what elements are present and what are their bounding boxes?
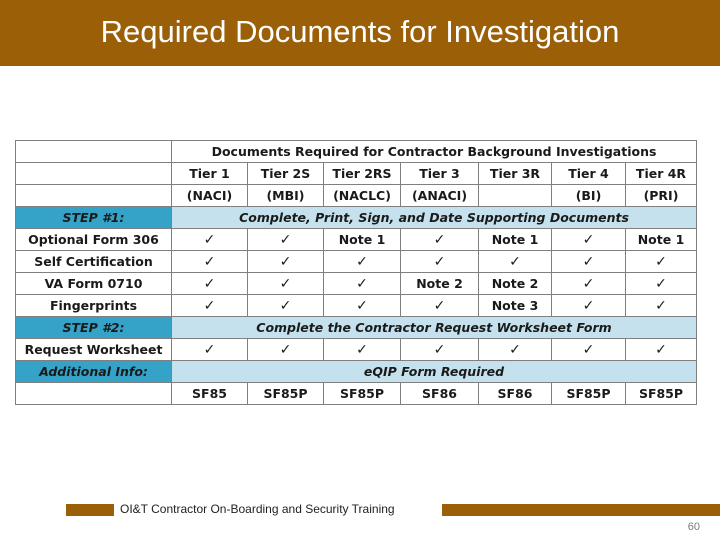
slide-title: Required Documents for Investigation (100, 14, 620, 49)
tier-codes-row (16, 185, 697, 207)
table-cell: ✓ (401, 229, 479, 251)
table-cell: ✓ (552, 339, 626, 361)
form-cell: SF85P (324, 383, 401, 405)
table-cell: ✓ (172, 339, 248, 361)
page-number: 60 (687, 521, 700, 533)
table-cell: ✓ (324, 273, 401, 295)
table-cell: ✓ (479, 339, 552, 361)
table-cell: ✓ (552, 273, 626, 295)
table-cell: ✓ (552, 295, 626, 317)
forms-row (16, 383, 697, 405)
table-cell: ✓ (172, 295, 248, 317)
table-cell: ✓ (626, 295, 697, 317)
step2-label: STEP #2: (16, 317, 172, 339)
row-label: Optional Form 306 (16, 229, 172, 251)
footer-text: OI&T Contractor On-Boarding and Security Training (120, 502, 395, 516)
tier-code: (MBI) (248, 185, 324, 207)
table-row-self-certification (16, 251, 697, 273)
tier-code: (ANACI) (401, 185, 479, 207)
form-cell: SF85P (626, 383, 697, 405)
table-row-request-worksheet (16, 339, 697, 361)
tier-code (479, 185, 552, 207)
form-cell: SF85P (552, 383, 626, 405)
tier-name: Tier 4 (552, 163, 626, 185)
table-cell: Note 1 (626, 229, 697, 251)
step1-text: Complete, Print, Sign, and Date Supporting Documents (172, 207, 697, 229)
table-cell: ✓ (248, 229, 324, 251)
empty-cell (16, 163, 172, 185)
table-cell: ✓ (626, 251, 697, 273)
table-cell: ✓ (248, 339, 324, 361)
tier-code: (NACLC) (324, 185, 401, 207)
tier-code: (PRI) (626, 185, 697, 207)
row-label: Fingerprints (16, 295, 172, 317)
table-cell: ✓ (401, 295, 479, 317)
tier-name: Tier 3 (401, 163, 479, 185)
table-cell: ✓ (248, 273, 324, 295)
table-row-fingerprints (16, 295, 697, 317)
table-cell: ✓ (248, 251, 324, 273)
additional-info-label: Additional Info: (16, 361, 172, 383)
table-cell: ✓ (324, 295, 401, 317)
form-cell: SF86 (401, 383, 479, 405)
table-row-optional-form-306 (16, 229, 697, 251)
tier-name: Tier 2S (248, 163, 324, 185)
table-cell: Note 1 (479, 229, 552, 251)
additional-info-text: eQIP Form Required (172, 361, 697, 383)
table-cell: ✓ (248, 295, 324, 317)
footer-accent-bar-left (66, 504, 114, 516)
empty-cell (16, 383, 172, 405)
table-cell: ✓ (172, 273, 248, 295)
tier-names-row (16, 163, 697, 185)
tier-name: Tier 4R (626, 163, 697, 185)
table-cell: ✓ (172, 251, 248, 273)
table-cell: Note 3 (479, 295, 552, 317)
table-heading-row (16, 141, 697, 163)
table-cell: ✓ (172, 229, 248, 251)
table-cell: ✓ (552, 251, 626, 273)
step2-text: Complete the Contractor Request Worksheet Form (172, 317, 697, 339)
table-cell: ✓ (401, 339, 479, 361)
row-label: Request Worksheet (16, 339, 172, 361)
table-cell: ✓ (324, 251, 401, 273)
documents-table-container (15, 140, 696, 404)
tier-name: Tier 1 (172, 163, 248, 185)
table-cell: Note 2 (401, 273, 479, 295)
step1-row (16, 207, 697, 229)
step2-row (16, 317, 697, 339)
tier-name: Tier 3R (479, 163, 552, 185)
table-cell: ✓ (626, 339, 697, 361)
form-cell: SF86 (479, 383, 552, 405)
table-cell: ✓ (626, 273, 697, 295)
form-cell: SF85P (248, 383, 324, 405)
row-label: VA Form 0710 (16, 273, 172, 295)
tier-name: Tier 2RS (324, 163, 401, 185)
table-heading: Documents Required for Contractor Background Investigations (172, 141, 697, 163)
empty-cell (16, 185, 172, 207)
form-cell: SF85 (172, 383, 248, 405)
tier-code: (BI) (552, 185, 626, 207)
tier-code: (NACI) (172, 185, 248, 207)
empty-corner-cell (16, 141, 172, 163)
documents-table (15, 140, 697, 405)
row-label: Self Certification (16, 251, 172, 273)
table-row-va-form-0710 (16, 273, 697, 295)
table-cell: ✓ (479, 251, 552, 273)
step1-label: STEP #1: (16, 207, 172, 229)
table-cell: ✓ (401, 251, 479, 273)
table-cell: Note 1 (324, 229, 401, 251)
table-cell: ✓ (552, 229, 626, 251)
additional-info-row (16, 361, 697, 383)
table-cell: Note 2 (479, 273, 552, 295)
table-cell: ✓ (324, 339, 401, 361)
footer-accent-bar-right (442, 504, 720, 516)
